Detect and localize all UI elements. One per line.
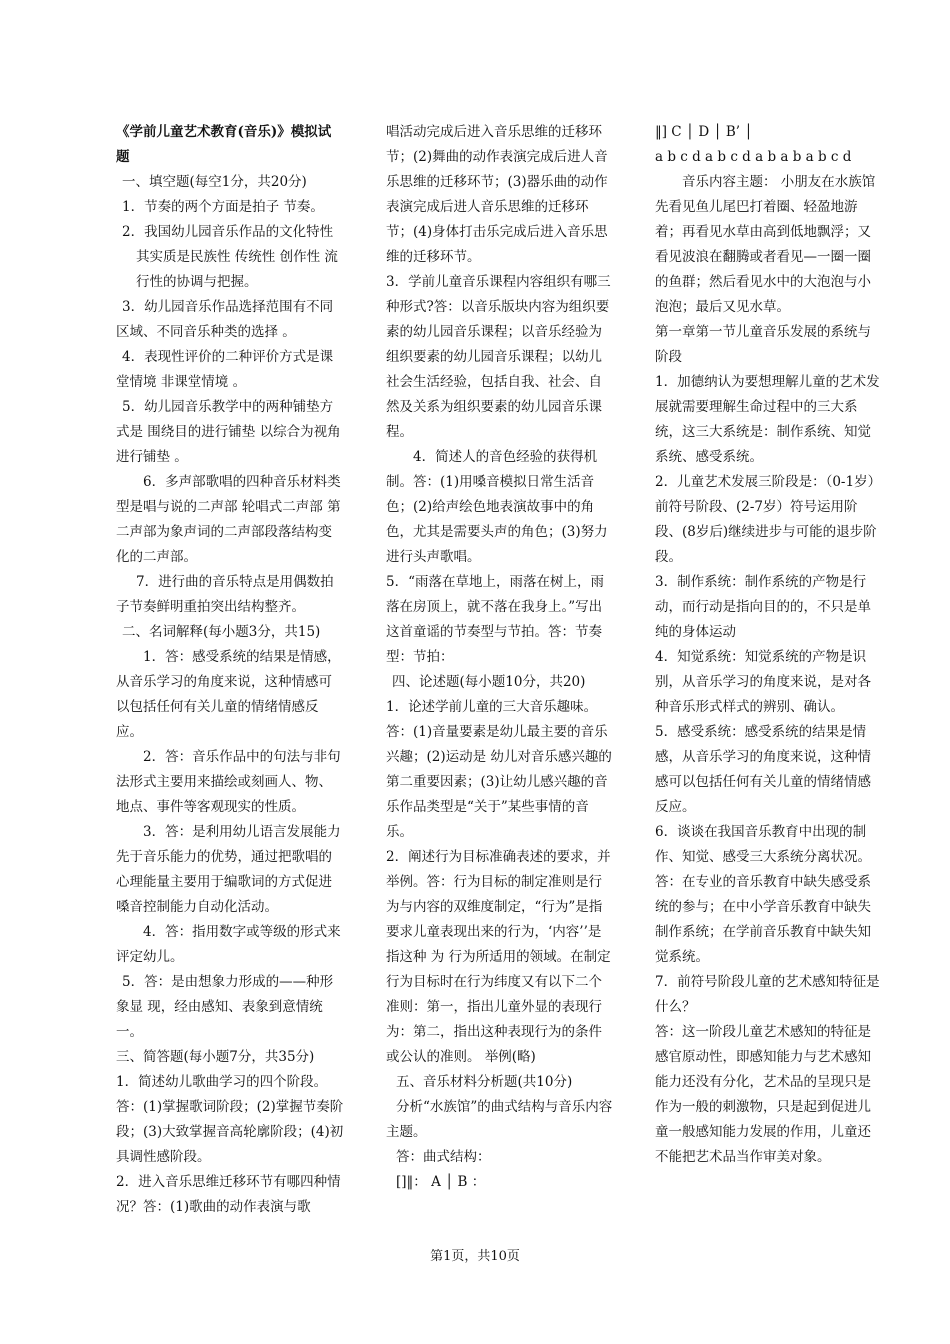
text-column-right [655,120,883,1170]
question-item: 3．制作系统：制作系统的产物是行动，而行动是指向目的的，不只是单纯的身体运动 [655,574,871,640]
question-item: 4．表现性评价的二种评价方式是课堂情境 非课堂情境 。 [116,349,334,390]
form-structure-letters: a b c d a b c d a b a b a b c d [655,149,852,165]
text-column-left [116,120,344,1220]
question-item: 5．“雨落在草地上，雨落在树上，雨落在房顶上，就不落在我身上。”写出这首童谣的节奏型与节拍。答：节奏型：节拍： [386,574,604,665]
question-item: 2．进入音乐思维迁移环节有哪四种情况？答：(1)歌曲的动作表演与歌 [116,1174,341,1215]
answer-item: 3．答：是利用幼儿语言发展能力先于音乐能力的优势，通过把歌唱的心理能量主要用于编歌词的方式促进嗓音控制能力自动化活动。 [116,824,341,915]
question-item: 7．进行曲的音乐特点是用偶数拍子节奏鲜明重拍突出结构整齐。 [116,574,334,615]
question-item: 4．简述人的音色经验的获得机制。答：(1)用嗓音模拟日常生活音色；(2)给声绘色地表演故事中的角色，尤其是需要头声的角色；(3)努力进行头声歌唱。 [386,449,608,565]
question-item: 2．阐述行为目标准确表述的要求，并举例。答：行为目标的制定准则是行为与内容的双维度制定，“行为”是指要求儿童表现出来的行为，‘内容’’是指这种 为 行为所适用的领域。在制定行为目标时在行为纬度又有以下二个准则：第一，指出儿童外显的表现行为：第二，指出这种表现行为的条件或公认的准则。 举例(略) [386,849,611,1065]
question-item: 3．幼儿园音乐作品选择范围有不同区域、不同音乐种类的选择 。 [116,299,334,340]
answer-item: 1．答：感受系统的结果是情感，从音乐学习的角度来说，这种情感可以包括任何有关儿童的情绪情感反应。 [116,649,341,740]
answer-item: 答：这一阶段儿童艺术感知的特征是感官原动性，即感知能力与艺术感知能力还没有分化，艺术品的呈现只是作为一般的刺激物，只是起到促进儿童一般感知能力发展的作用，儿童还不能把艺术品当作审美对象。 [655,1024,871,1165]
question-item: 6．谈谈在我国音乐教育中出现的制作、知觉、感受三大系统分离状况。答：在专业的音乐教育中缺失感受系统的参与；在中小学音乐教育中缺失制作系统；在学前音乐教育中缺失知觉系统。 [655,824,871,965]
answer-label: 答：曲式结构： [396,1149,491,1165]
section-heading: 一、填空题(每空1分，共20分) [122,174,307,190]
question-item: 1．简述幼儿歌曲学习的四个阶段。答：(1)掌握歌词阶段；(2)掌握节奏阶段；(3)大致掌握音高轮廓阶段；(4)初具调性感阶段。 [116,1074,344,1165]
exam-title: 《学前儿童艺术教育(音乐)》模拟试题 [116,124,332,165]
page-footer: 第1页，共10页 [430,1249,520,1264]
question-item: 1．论述学前儿童的三大音乐趣味。答：(1)音量要素是幼儿最主要的音乐兴趣；(2)运动是 幼儿对音乐感兴趣的第二重要因素；(3)让幼儿感兴趣的音乐作品类型是“关于”某些事情的音乐。 [386,699,612,840]
answer-item: 2．答：音乐作品中的句法与非句法形式主要用来描绘或刻画人、物、地点、事件等客观现实的性质。 [116,749,341,815]
form-structure-line: []‖： A │ B ： [396,1174,486,1190]
question-item: 2．儿童艺术发展三阶段是：（0-1岁）前符号阶段、(2-7岁）符号运用阶段、(8岁后)继续进步与可能的退步阶段。 [655,474,882,565]
section-heading: 三、简答题(每小题7分，共35分) [116,1049,315,1065]
text-column-middle [386,120,614,1195]
answer-item: 唱活动完成后进入音乐思维的迁移环节；(2)舞曲的动作表演完成后进人音乐思维的迁移环节；(3)器乐曲的动作表演完成后进人音乐思维的迁移环节；(4)身体打击乐完成后进入音乐思维的迁移环节。 [386,124,608,265]
question-item: 分析“水族馆”的曲式结构与音乐内容主题。 [386,1099,613,1140]
section-heading: 二、名词解释(每小题3分，共15) [122,624,321,640]
section-heading: 五、音乐材料分析题(共10分) [396,1074,573,1090]
answer-item: 4．答：指用数字或等级的形式来评定幼儿。 [116,924,341,965]
question-item: 3．学前儿童音乐课程内容组织有哪三种形式?答：以音乐版块内容为组织要素的幼儿园音乐课程；以音乐经验为组织要素的幼儿园音乐课程；以幼儿社会生活经验，包括自我、社会、自然及关系为组织要素的幼儿园音乐课程。 [386,274,611,440]
question-item: 1．加德纳认为要想理解儿童的艺术发展就需要理解生命过程中的三大系统，这三大系统是：制作系统、知觉系统、感受系统。 [655,374,880,465]
question-item: 5．幼儿园音乐教学中的两种铺垫方式是 围绕目的进行铺垫 以综合为视角进行铺垫 。 [116,399,341,465]
answer-item: 5．答：是由想象力形成的——种形象显 现，经由感知、表象到意情统一。 [116,974,334,1040]
question-item: 2．我国幼儿园音乐作品的文化特性其实质是民族性 传统性 创作性 流行性的协调与把握。 [122,224,338,290]
question-item: 5．感受系统：感受系统的结果是情感，从音乐学习的角度来说，这种情感可以包括任何有关儿童的情绪情感反应。 [655,724,871,815]
question-item: 7．前符号阶段儿童的艺术感知特征是什么？ [655,974,880,1015]
form-structure-line: ‖] C │ D │ B’ │ [655,124,753,140]
section-heading: 四、论述题(每小题10分，共20) [392,674,586,690]
chapter-heading: 第一章第一节儿童音乐发展的系统与阶段 [655,324,871,365]
question-item: 1．节奏的两个方面是拍子 节奏。 [122,199,324,215]
answer-item: 音乐内容主题： 小朋友在水族馆先看见鱼儿尾巴打着圈、轻盈地游着；再看见水草由高到低地飘浮；又看见波浪在翻腾或者看见—一圈一圈的鱼群；然后看见水中的大泡泡与小泡泡；最后又见水草。 [655,174,876,315]
question-item: 4．知觉系统：知觉系统的产物是识别，从音乐学习的角度来说，是对各种音乐形式样式的辨别、确认。 [655,649,871,715]
question-item: 6．多声部歌唱的四种音乐材料类型是唱与说的二声部 轮唱式二声部 第二声部为象声词的二声部段落结构变化的二声部。 [116,474,341,565]
